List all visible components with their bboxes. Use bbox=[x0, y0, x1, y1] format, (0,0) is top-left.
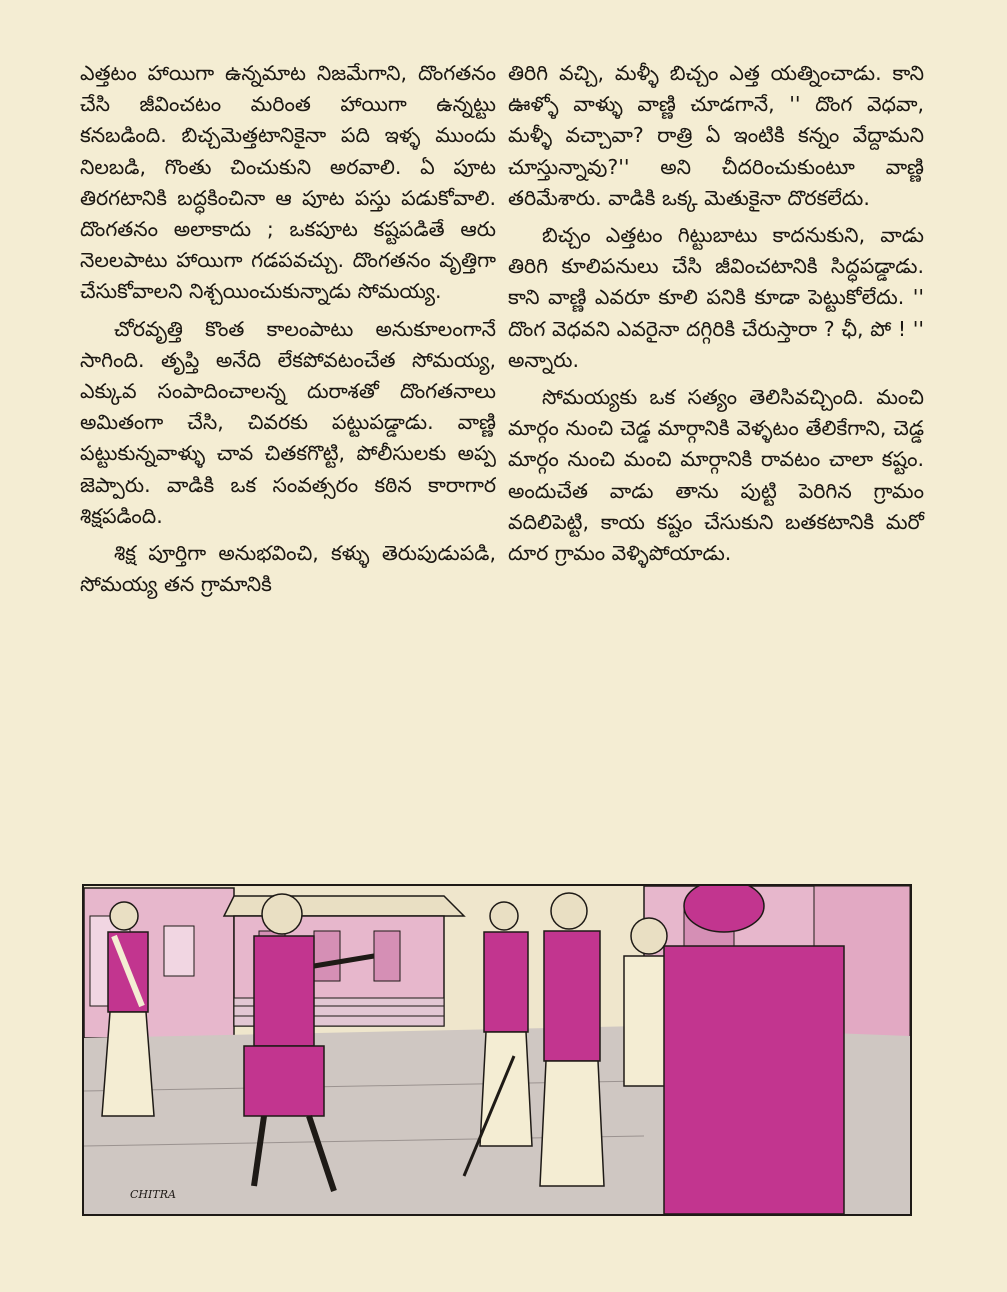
village-scene-drawing bbox=[84, 886, 910, 1214]
artist-signature: CHITRA bbox=[130, 1188, 176, 1201]
paragraph: ఎత్తటం హాయిగా ఉన్నమాట నిజమేగాని, దొంగతనం చేసి జీవించటం మరింత హాయిగా ఉన్నట్టు కనబడింది. బిచ్చమెత్తటానికైనా పది ఇళ్ళ ముందు నిలబడి, గొంతు చించుకుని అరవాలి. ఏ పూట తిరగటానికి బద్ధకించినా ఆ పూట పస్తు పడుకోవాలి. దొంగతనం అలాకాదు ; ఒకపూట కష్టపడితే ఆరు నెలలపాటు హాయిగా గడపవచ్చు. దొంగతనం వృత్తిగా చేసుకోవాలని నిశ్చయించుకున్నాడు సోమయ్య. bbox=[80, 61, 496, 304]
villager-left bbox=[102, 902, 154, 1116]
paragraph: సోమయ్యకు ఒక సత్యం తెలిసివచ్చింది. మంచి మార్గం నుంచి చెడ్డ మార్గానికి వెళ్ళటం తేలికేగాని, చెడ్డ మార్గం నుంచి మంచి మార్గానికి రావటం చాలా కష్టం. అందుచేత వాడు తాను పుట్టి పెరిగిన గ్రామం వదిలిపెట్టి, కాయ కష్టం చేసుకుని బతకటానికి మరో దూర గ్రామం వెళ్ళిపోయాడు. bbox=[508, 385, 924, 566]
paragraph: శిక్ష పూర్తిగా అనుభవించి, కళ్ళు తెరుపుడుపడి, సోమయ్య తన గ్రామానికి bbox=[80, 541, 496, 597]
paragraph: తిరిగి వచ్చి, మళ్ళీ బిచ్చం ఎత్త యత్నించాడు. కాని ఊళ్ళో వాళ్ళు వాణ్ణి చూడగానే, '' దొంగ వెధవా, మళ్ళీ వచ్చావా? రాత్రి ఏ ఇంటికి కన్నం వేద్దామని చూస్తున్నావు?'' అని చీదరించుకుంటూ వాణ్ణి తరిమేశారు. వాడికి ఒక్క మెతుకైనా దొరకలేదు. bbox=[508, 61, 924, 210]
story-left-column bbox=[80, 58, 496, 606]
story-illustration bbox=[82, 884, 912, 1216]
paragraph: చోరవృత్తి కొంత కాలంపాటు అనుకూలంగానే సాగింది. తృప్తి అనేది లేకపోవటంచేత సోమయ్య, ఎక్కువ సంపాదించాలన్న దురాశతో దొంగతనాలు అమితంగా చేసి, చివరకు పట్టుపడ్డాడు. వాణ్ణి పట్టుకున్నవాళ్ళు చావ చితకగొట్టి, పోలీసులకు అప్ప జెప్పారు. వాడికి ఒక సంవత్సరం కఠిన కారాగార శిక్షపడింది. bbox=[80, 316, 496, 528]
story-right-column bbox=[508, 58, 924, 575]
paragraph: బిచ్చం ఎత్తటం గిట్టుబాటు కాదనుకుని, వాడు తిరిగి కూలిపనులు చేసి జీవించటానికి సిద్ధపడ్డాడు. కాని వాణ్ణి ఎవరూ కూలి పనికి కూడా పెట్టుకోలేదు. '' దొంగ వెధవని ఎవరైనా దగ్గిరికి చేరుస్తారా ? ఛీ, పో ! '' అన్నారు. bbox=[508, 223, 924, 372]
